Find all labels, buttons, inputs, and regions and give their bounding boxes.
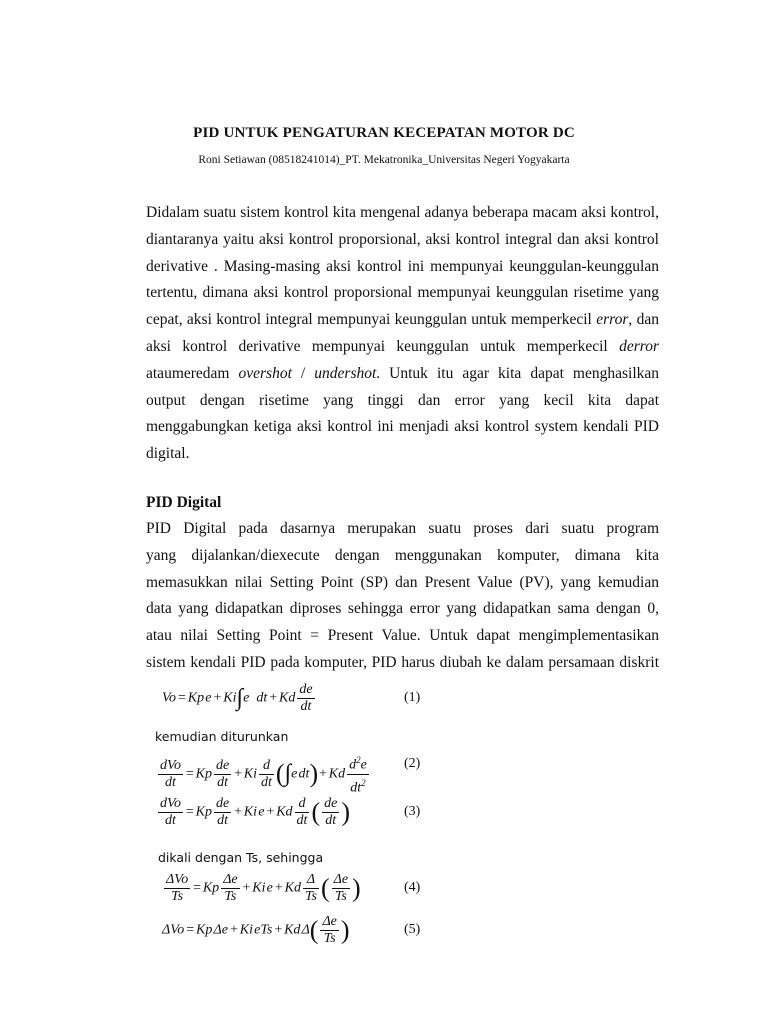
intro-line: digital. <box>146 445 190 463</box>
intro-line: derivative . Masing-masing aksi kontrol ini mempunyai keunggulan-keunggulan <box>146 257 659 275</box>
equation-3: $\frac{\text{dVo}}{dt}$ = Kp $\frac{de}{dt}$ + Ki e + Kd $\frac{d}{dt}$ ( $\frac{de}{dt}$ ) <box>160 796 350 828</box>
pid-line: atau nilai Setting Point = Present Value. Untuk dapat mengimplementasikan <box>146 627 659 645</box>
emphasis-undershot: undershot <box>314 364 377 382</box>
note-diturunkan: kemudian diturunkan <box>155 729 289 744</box>
text-run: cepat, aksi kontrol integral mempunyai keunggulan untuk memperkecil <box>146 311 597 329</box>
pid-line: sistem kendali PID pada komputer, PID harus diubah ke dalam persamaan diskrit <box>146 653 659 671</box>
note-dikali: dikali dengan Ts, sehingga <box>158 850 324 865</box>
intro-line <box>146 307 659 334</box>
document-title: PID UNTUK PENGATURAN KECEPATAN MOTOR DC <box>193 125 575 141</box>
equation-4: $\frac{\text{ΔVo}}{Ts}$ = Kp $\frac{\Delta e}{Ts}$ + Ki e + Kd $\frac{\Delta}{Ts}$ ( $\frac{\Delta e}{Ts}$ ) <box>166 872 361 904</box>
intro-line <box>146 361 659 388</box>
emphasis-derror: derror <box>619 337 659 355</box>
intro-paragraph <box>146 200 659 468</box>
pid-line: memasukkan nilai Setting Point (SP) dan Present Value (PV), yang kemudian <box>146 573 659 591</box>
equation-number: (2) <box>404 756 421 771</box>
emphasis-overshot: overshot <box>238 364 292 382</box>
intro-line: output dengan risetime yang tinggi dan error yang kecil kita dapat <box>146 391 659 409</box>
equation-number: (3) <box>404 804 421 819</box>
intro-line <box>146 334 659 361</box>
text-run: , dan <box>628 311 660 329</box>
pid-line: data yang didapatkan diproses sehingga error yang didapatkan sama dengan 0, <box>146 600 659 618</box>
equation-number: (5) <box>404 922 421 937</box>
equation-number: (1) <box>404 690 421 705</box>
text-run: . Untuk itu agar kita dapat menghasilkan <box>376 364 660 382</box>
text-run: aksi kontrol derivative mempunyai keunggulan untuk memperkecil <box>146 337 620 355</box>
intro-line: Didalam suatu sistem kontrol kita mengenal adanya beberapa macam aksi kontrol, <box>146 204 659 221</box>
equation-number: (4) <box>404 880 421 895</box>
intro-line: menggabungkan ketiga aksi kontrol ini menjadi aksi kontrol system kendali PID <box>146 418 659 436</box>
intro-line: diantaranya yaitu aksi kontrol proporsional, aksi kontrol integral dan aksi kontrol <box>146 230 659 248</box>
pid-line: yang dijalankan/diexecute dengan menggunakan komputer, dimana kita <box>146 546 659 564</box>
section-heading: PID Digital <box>146 494 222 511</box>
equation-1: Vo = Kp e + Ki∫e dt + Kd $\frac{de}{dt}$ <box>162 682 313 714</box>
equation-2: $\frac{\text{dVo}}{dt}$ = Kp $\frac{de}{dt}$ + Ki $\frac{d}{dt}$ (∫e dt)+ Kd $\frac{d^2e}{dt^2}$ <box>156 752 371 796</box>
text-run: ataumeredam <box>146 364 239 382</box>
intro-line: tertentu, dimana aksi kontrol proporsional mempunyai keunggulan risetime yang <box>146 284 659 302</box>
pid-line: PID Digital pada dasarnya merupakan suatu proses dari suatu program <box>146 520 659 537</box>
author-line: Roni Setiawan (08518241014)_PT. Mekatronika_Universitas Negeri Yogyakarta <box>198 154 570 166</box>
text-run: / <box>291 364 315 382</box>
emphasis-error: error <box>596 311 629 329</box>
pid-paragraph <box>146 516 659 677</box>
equation-5: ΔVo = Kp Δe + Ki eTs + Kd Δ( $\frac{\Delta e}{Ts}$ ) <box>162 914 350 946</box>
